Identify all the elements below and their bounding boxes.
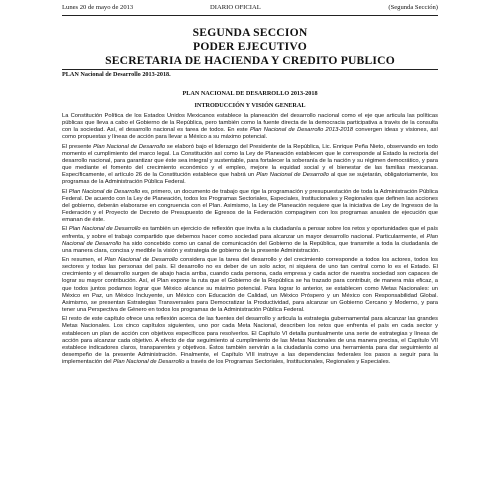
section-title: SEGUNDA SECCION <box>192 26 308 39</box>
paragraph: El resto de este capítulo ofrece una reflexión acerca de las fuentes del desarrollo y articula la estrategia gubernamental para alcanzar las grandes Metas Nacionales. Los cinco capítulos siguientes, uno por cada Meta Nacional, describen los retos que enfrenta el país en cada sector y establecen un plan de acción con objetivos específicos para resolverlos. El Capítulo VI detalla puntualmente una serie de estrategias y líneas de acción para alcanzar cada objetivo. A efecto de dar seguimiento al cumplimiento de las Metas Nacionales de una manera precisa, el Capítulo VII establece indicadores claros, transparentes y objetivos. Éstos también servirán a la ciudadanía como una herramienta para dar seguimiento al desempeño de la presente Administración. Finalmente, el Capítulo VIII instruye a las dependencias federales los pasos a seguir para la implementación del Plan Nacional de Desarrollo a través de los Programas Sectoriales, Institucionales, Regionales y Especiales. <box>62 316 438 366</box>
paragraph: El presente Plan Nacional de Desarrollo se elaboró bajo el liderazgo del Presidente de la República, Lic. Enrique Peña Nieto, observando en todo momento el cumplimiento del marco legal. La Constitución así como la Ley de Planeación establecen que le corresponde al Estado la rectoría del desarrollo nacional, para garantizar que éste sea integral y sustentable, para fortalecer la soberanía de la nación y su régimen democrático, y para que mediante el fomento del crecimiento económico y el empleo, mejore la equidad social y el bienestar de las familias mexicanas. Específicamente, el artículo 26 de la Constitución establece que habrá un Plan Nacional de Desarrollo al que se sujetarán, obligatoriamente, los programas de la Administración Pública Federal. <box>62 143 439 186</box>
document-subtitle: INTRODUCCIÓN Y VISIÓN GENERAL <box>194 102 306 109</box>
paragraph: En resumen, el Plan Nacional de Desarrollo considera que la tarea del desarrollo y del crecimiento corresponde a todos los actores, todos los sectores y todas las personas del país. El desarrollo no es deber de un solo actor, ni siquiera de uno tan central como lo es el Estado. El crecimiento y el desarrollo surgen de abajo hacia arriba, cuando cada persona, cada empresa y cada actor de nuestra sociedad son capaces de lograr su mayor contribución. Así, el Plan expone la ruta que el Gobierno de la República se ha trazado para contribuir, de manera más eficaz, a que todos juntos podamos lograr que México alcance su máximo potencial. Para lograr lo anterior, se establecen como Metas Nacionales: un México en Paz, un México Incluyente, un México con Educación de Calidad, un México Próspero y un México con Responsabilidad Global. Asimismo, se presentan Estrategias Transversales para Democratizar la Productividad, para alcanzar un Gobierno Cercano y Moderno, y para tener una Perspectiva de Género en todos los programas de la Administración Pública Federal. <box>62 256 438 314</box>
power-title: PODER EJECUTIVO <box>193 40 307 53</box>
document-body <box>62 113 438 368</box>
ministry-title: SECRETARIA DE HACIENDA Y CREDITO PUBLICO <box>105 54 395 67</box>
document-title: PLAN NACIONAL DE DESARROLLO 2013-2018 <box>182 90 318 97</box>
header-publication: DIARIO OFICIAL <box>210 4 261 11</box>
header-rule <box>62 15 438 16</box>
plan-label: PLAN Nacional de Desarrollo 2013-2018. <box>62 71 171 78</box>
title-rule <box>62 69 438 70</box>
paragraph: El Plan Nacional de Desarrollo es, primero, un documento de trabajo que rige la programación y presupuestación de toda la Administración Pública Federal. De acuerdo con la Ley de Planeación, todos los Programas Sectoriales, Especiales, Institucionales y Regionales que definen las acciones del gobierno, deberán elaborarse en congruencia con el Plan. Asimismo, la Ley de Planeación requiere que la iniciativa de Ley de Ingresos de la Federación y el Proyecto de Decreto de Presupuesto de Egresos de la Federación compaginen con los programas anuales de ejecución que emanan de éste. <box>62 188 438 224</box>
paragraph: La Constitución Política de los Estados Unidos Mexicanos establece la planeación del desarrollo nacional como el eje que articula las políticas públicas que lleva a cabo el Gobierno de la República, pero también como la fuente directa de la democracia participativa a través de la consulta con la sociedad. Así, el desarrollo nacional es tarea de todos. En este Plan Nacional de Desarrollo 2013-2018 convergen ideas y visiones, así como propuestas y líneas de acción para llevar a México a su máximo potencial. <box>62 113 438 141</box>
paragraph: El Plan Nacional de Desarrollo es también un ejercicio de reflexión que invita a la ciudadanía a pensar sobre los retos y oportunidades que el país enfrenta, y sobre el trabajo compartido que debemos hacer como sociedad para alcanzar un mayor desarrollo nacional. Particularmente, el Plan Nacional de Desarrollo ha sido concebido como un canal de comunicación del Gobierno de la República, que transmite a toda la ciudadanía de una manera clara, concisa y medible la visión y estrategia de gobierno de la presente Administración. <box>62 226 438 254</box>
header-section: (Segunda Sección) <box>388 4 438 11</box>
header-date: Lunes 20 de mayo de 2013 <box>62 4 134 11</box>
